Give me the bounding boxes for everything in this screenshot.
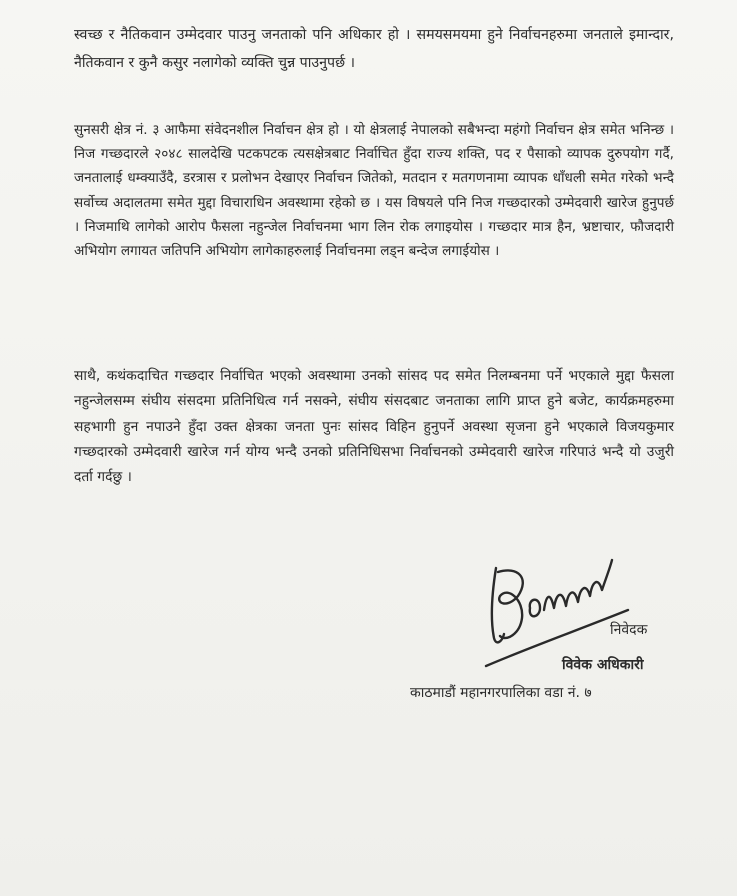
applicant-label: निवेदक (610, 622, 648, 638)
applicant-address: काठमाडौं महानगरपालिका वडा नं. ७ (410, 685, 592, 701)
letter-paragraph-3: साथै, कथंकदाचित गच्छदार निर्वाचित भएको अवस्थामा उनको सांसद पद समेत निलम्बनमा पर्ने भएकाले मुद्दा फैसला नहुन्जेलसम्म संघीय संसदमा प्रतिनिधित्व गर्न नसक्ने, संघीय संसदबाट जनताका लागि प्राप्त हुने बजेट, कार्यक्रमहरुमा सहभागी हुन नपाउने हुँदा उक्त क्षेत्रका जनता पुनः सांसद विहिन हुनुपर्ने अवस्था सृजना हुने भएकाले विजयकुमार गच्छदारको उम्मेदवारी खारेज गर्न योग्य भन्दै उनको प्रतिनिधिसभा निर्वाचनको उम्मेदवारी खारेज गरिपाउं भन्दै यो उजुरी दर्ता गर्दछु । (74, 368, 674, 486)
letter-paragraph-1: स्वच्छ र नैतिकवान उम्मेदवार पाउनु जनताको पनि अधिकार हो । समयसमयमा हुने निर्वाचनहरुमा जनताले इमान्दार, नैतिकवान र कुनै कसुर नलागेको व्यक्ति चुन्न पाउनुपर्छ । (74, 27, 674, 71)
letter-paragraph-2: सुनसरी क्षेत्र नं. ३ आफैमा संवेदनशील निर्वाचन क्षेत्र हो । यो क्षेत्रलाई नेपालको सबैभन्दा महंगो निर्वाचन क्षेत्र समेत भनिन्छ । निज गच्छदारले २०४८ सालदेखि पटकपटक त्यसक्षेत्रबाट निर्वाचित हुँदा राज्य शक्ति, पद र पैसाको व्यापक दुरुपयोग गर्दै, जनतालाई धम्क्याउँदै, डरत्रास र प्रलोभन देखाएर निर्वाचन जितेको, मतदान र मतगणनामा व्यापक धाँधली समेत गरेको भन्दै सर्वोच्च अदालतमा समेत मुद्दा विचाराधिन अवस्थामा रहेको छ । यस विषयले पनि निज गच्छदारको उम्मेदवारी खारेज हुनुपर्छ । निजमाथि लागेको आरोप फैसला नहुन्जेल निर्वाचनमा भाग लिन रोक लगाइयोस । गच्छदार मात्र हैन, भ्रष्टाचार, फौजदारी अभियोग लगायत जतिपनि अभियोग लागेकाहरुलाई निर्वाचनमा लड्न बन्देज लगाईयोस । (74, 122, 674, 260)
applicant-name: विवेक अधिकारी (562, 657, 644, 673)
handwritten-signature (478, 538, 638, 668)
